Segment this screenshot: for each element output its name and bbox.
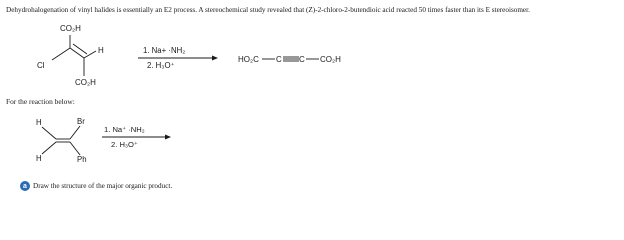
scheme2-reagent-step1: 1. Na⁺ ·NH₂: [104, 125, 145, 134]
scheme1-arrowhead: [212, 56, 218, 61]
scheme1-product-left: HO₂C: [238, 55, 259, 64]
scheme1-double-bond-a: [70, 48, 84, 58]
scheme1-reagents: [138, 46, 218, 70]
scheme2-bond-top-left: [42, 127, 56, 139]
scheme2-bond-bottom-right: [70, 142, 80, 155]
scheme2-bond-bottom-left: [42, 142, 56, 154]
scheme1-bond-cl: [52, 48, 70, 60]
scheme2-bond-top-right: [70, 126, 80, 139]
question-part-a: [20, 181, 172, 191]
intro-text: Dehydrohalogenation of vinyl halides is essentially an E2 process. A stereochemical study revealed that (Z)-2-chloro-2-butendioic acid reacted 50 times faster than its E stereoisomer.: [6, 6, 530, 14]
scheme2-bromine: Br: [77, 117, 85, 126]
scheme2-arrowhead: [165, 135, 171, 140]
scheme2-top-left-h: H: [36, 118, 42, 127]
reaction-prompt: For the reaction below:: [6, 97, 75, 106]
scheme1-hydrogen: H: [98, 46, 104, 55]
scheme2-reactant: [36, 117, 87, 164]
part-a-badge: a: [20, 181, 30, 191]
question-text: Draw the structure of the major organic product.: [33, 182, 173, 190]
scheme2-reagent-step2: 2. H₃O⁺: [111, 140, 138, 149]
scheme1-reactant: [37, 24, 104, 87]
scheme1-bottom-carboxyl: CO₂H: [75, 78, 96, 87]
scheme1-product-right: CO₂H: [320, 55, 341, 64]
scheme1-product: [238, 55, 341, 64]
scheme1-top-carboxyl: CO₂H: [60, 24, 81, 33]
scheme2-bottom-left-h: H: [36, 154, 42, 163]
scheme1-product-carbon-1: C: [276, 55, 282, 64]
scheme1-double-bond-b: [73, 44, 87, 54]
scheme1-reagent-step2: 2. H₃O⁺: [147, 61, 175, 70]
scheme2-reagents: [102, 125, 171, 149]
scheme1-product-carbon-2: C: [299, 55, 305, 64]
scheme2-phenyl: Ph: [77, 155, 87, 164]
scheme1-bond-h: [84, 51, 96, 58]
scheme1-chlorine: Cl: [37, 61, 45, 70]
scheme1-reagent-step1: 1. Na+ ·NH₂: [143, 46, 186, 55]
